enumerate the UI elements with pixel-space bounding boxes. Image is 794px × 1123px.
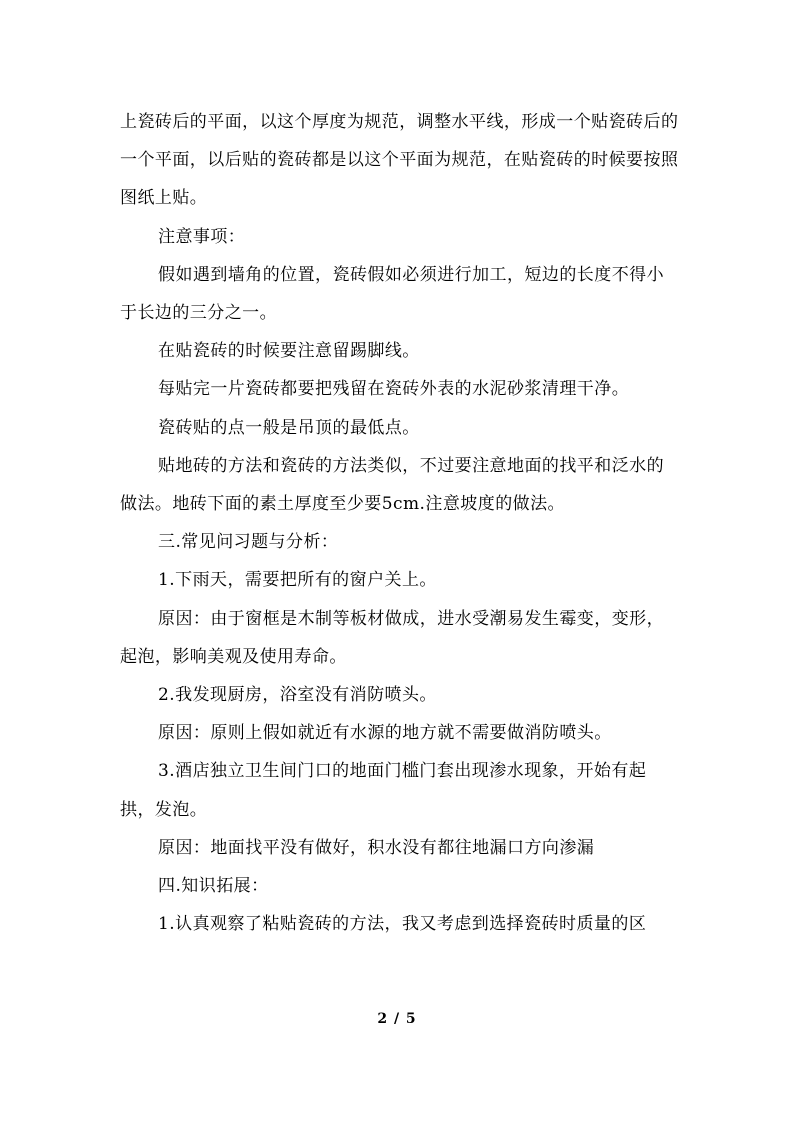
question-2: 2.我发现厨房，浴室没有消防喷头。: [158, 685, 437, 706]
paragraph-lowest-point: 瓷砖贴的点一般是吊顶的最低点。: [158, 417, 420, 438]
paragraph-corner: 假如遇到墙角的位置，瓷砖假如必须进行加工，短边的长度不得小于长边的三分之一。: [120, 264, 665, 324]
question-1: 1.下雨天，需要把所有的窗户关上。: [158, 570, 437, 591]
heading-notes: 注意事项：: [158, 226, 246, 247]
answer-2: 原因：原则上假如就近有水源的地方就不需要做消防喷头。: [158, 723, 612, 744]
heading-common-problems: 三.常见问习题与分析：: [158, 532, 339, 553]
paragraph-floor-tiles: 贴地砖的方法和瓷砖的方法类似，不过要注意地面的找平和泛水的做法。地砖下面的素土厚度至少要5cm.注意坡度的做法。: [120, 455, 665, 515]
answer-3: 原因：地面找平没有做好，积水没有都往地漏口方向渗漏: [158, 837, 595, 858]
page-number: 2 / 5: [377, 1011, 417, 1027]
question-3: 3.酒店独立卫生间门口的地面门槛门套出现渗水现象，开始有起拱，发泡。: [120, 761, 647, 820]
paragraph-cleaning: 每贴完一片瓷砖都要把残留在瓷砖外表的水泥砂浆清理干净。: [158, 379, 630, 400]
document-body: [120, 103, 680, 943]
heading-knowledge-expansion: 四.知识拓展：: [158, 876, 269, 897]
paragraph-skirting: 在贴瓷砖的时候要注意留踢脚线。: [158, 341, 420, 362]
answer-1: 原因：由于窗框是木制等板材做成，进水受潮易发生霉变，变形，起泡，影响美观及使用寿命。: [120, 608, 665, 667]
paragraph-continuation: 上瓷砖后的平面，以这个厚度为规范，调整水平线，形成一个贴瓷砖后的一个平面，以后贴的瓷砖都是以这个平面为规范，在贴瓷砖的时候要按照图纸上贴。: [120, 112, 679, 209]
paragraph-expansion-1: 1.认真观察了粘贴瓷砖的方法，我又考虑到选择瓷砖时质量的区: [158, 914, 647, 935]
